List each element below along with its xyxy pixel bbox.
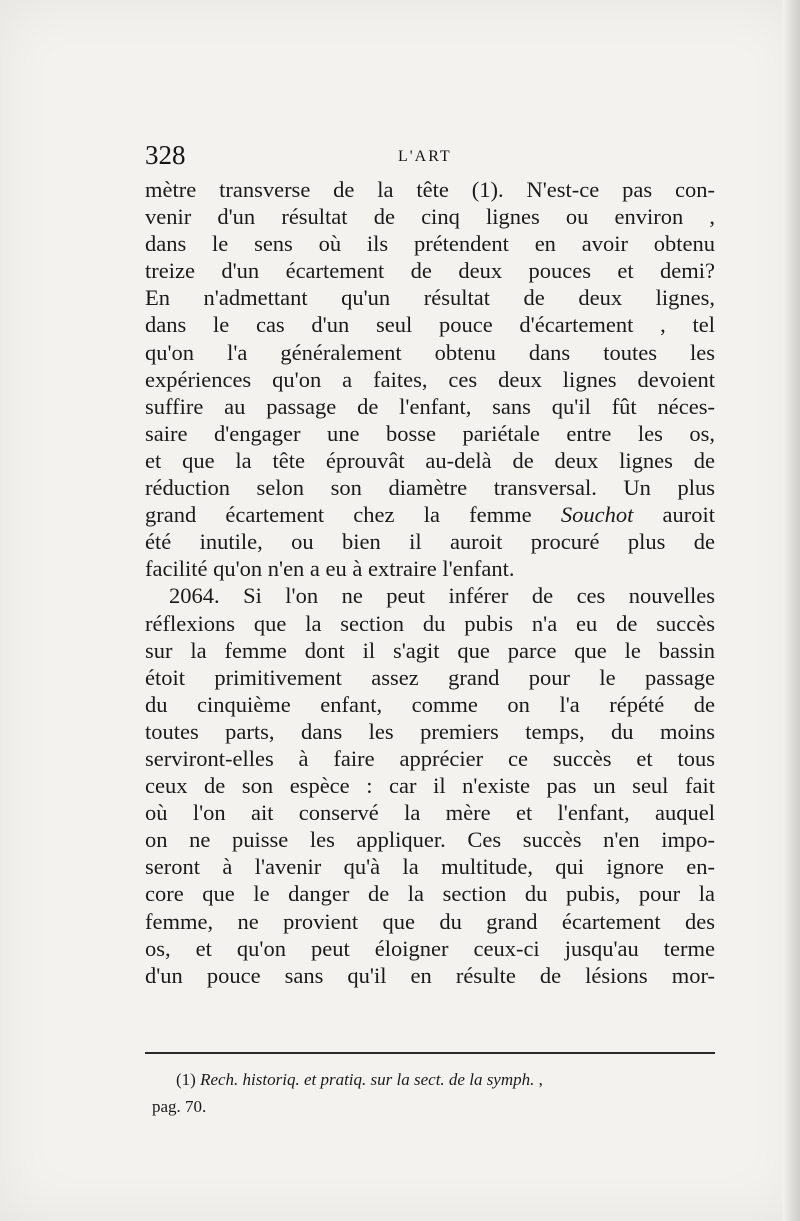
text-line: core que le danger de la section du pubis, pour la [145,881,715,907]
text-line: En n'admettant qu'un résultat de deux lignes, [145,285,715,311]
text-line: toutes parts, dans les premiers temps, du moins [145,718,715,744]
text-line: été inutile, ou bien il auroit procuré plus de [145,529,715,555]
text-line: du cinquième enfant, comme on l'a répété de [145,691,715,717]
page-number: 328 [145,140,186,170]
text-line-with-name [145,501,715,528]
text-line: venir d'un résultat de cinq lignes ou environ , [145,204,715,230]
text-line: os, et qu'on peut éloigner ceux-ci jusqu'au terme [145,935,715,961]
text-line: où l'on ait conservé la mère et l'enfant, auquel [145,800,715,826]
paragraph-start-line: 2064. Si l'on ne peut inférer de ces nouvelles [169,583,715,609]
person-name-italic: Souchot [560,502,634,528]
text-line: saire d'engager une bosse pariétale entre les os, [145,420,715,446]
text-line: treize d'un écartement de deux pouces et demi? [145,258,715,284]
text-line: réflexions que la section du pubis n'a eu de succès [145,610,715,636]
footnote-rule [145,1052,715,1054]
footnote-line [152,1066,717,1093]
text-line: serviront-elles à faire apprécier ce succès et tous [145,745,715,771]
text-line: ceux de son espèce : car il n'existe pas un seul fait [145,773,715,799]
footnote-punctuation: , [534,1070,543,1089]
page-gutter-shadow [782,0,800,1221]
text-segment: auroit [633,502,716,528]
body-text [145,176,715,989]
text-line: on ne puisse les appliquer. Ces succès n'en impo- [145,827,715,853]
text-line: seront à l'avenir qu'à la multitude, qui ignore en- [145,854,715,880]
text-line: et que la tête éprouvât au-delà de deux lignes de [145,447,715,473]
text-segment: grand écartement chez la femme [145,502,561,528]
footnote-page-ref: pag. 70. [152,1097,207,1116]
text-line: étoit primitivement assez grand pour le passage [145,664,715,690]
text-line: qu'on l'a généralement obtenu dans toutes les [145,339,715,365]
text-line: d'un pouce sans qu'il en résulte de lésions mor- [145,962,715,988]
text-line: sur la femme dont il s'agit que parce que le bassin [145,637,715,663]
text-line: femme, ne provient que du grand écartement des [145,908,715,934]
text-line: dans le sens où ils prétendent en avoir obtenu [145,231,715,257]
footnote-marker: (1) [176,1070,201,1089]
text-line: dans le cas d'un seul pouce d'écartement , tel [145,312,715,338]
text-line: expériences qu'on a faites, ces deux lignes devoient [145,366,715,392]
text-line: suffire au passage de l'enfant, sans qu'il fût néces- [145,393,715,419]
paragraph-end-line: facilité qu'on n'en a eu à extraire l'enfant. [145,556,515,582]
footnote-citation: Rech. historiq. et pratiq. sur la sect. de la symph. [200,1070,535,1089]
running-head: L'ART [398,148,452,165]
text-line: réduction selon son diamètre transversal. Un plus [145,475,715,501]
text-line: mètre transverse de la tête (1). N'est-ce pas con- [145,177,715,202]
page-header [145,140,715,174]
footnote [152,1066,717,1120]
